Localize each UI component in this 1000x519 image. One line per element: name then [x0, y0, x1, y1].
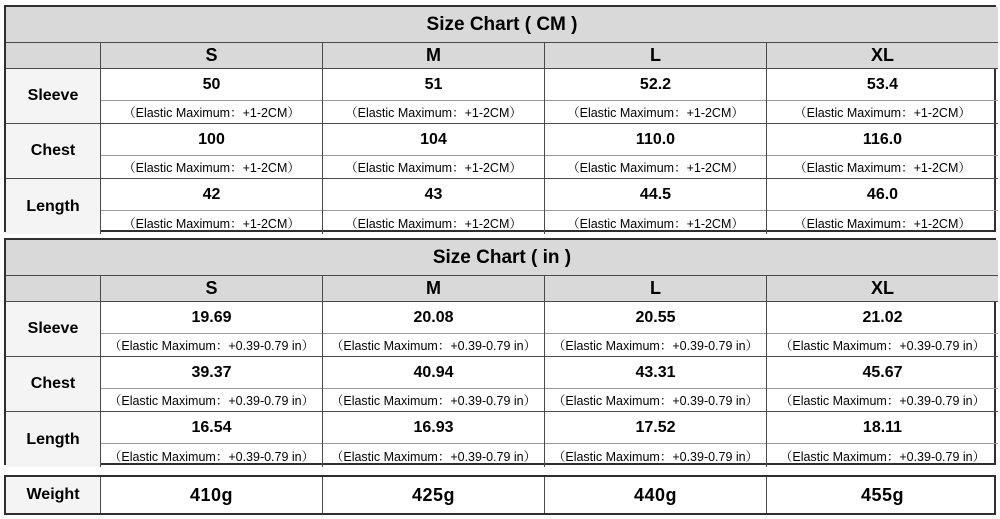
table-cell [323, 357, 545, 412]
table-cell [545, 357, 767, 412]
table-cell [767, 357, 998, 412]
cell-value: 19.69 [101, 302, 322, 334]
table-cell [101, 124, 323, 179]
cell-value: 110.0 [545, 124, 766, 156]
cell-note: （Elastic Maximum：+0.39-0.79 in） [552, 394, 759, 408]
table-cell [323, 69, 545, 124]
table-cell [323, 302, 545, 357]
table-cell [545, 179, 767, 234]
table-cell [767, 124, 998, 179]
cell-note: （Elastic Maximum：+1-2CM） [123, 161, 300, 175]
size-header-xl: XL [767, 276, 998, 302]
size-chart-cm-title: Size Chart ( CM ) [6, 7, 998, 43]
cell-value: 51 [323, 69, 544, 101]
cell-value: 50 [101, 69, 322, 101]
cell-note: （Elastic Maximum：+1-2CM） [345, 106, 522, 120]
size-header-l: L [545, 43, 767, 69]
cell-value: 45.67 [767, 357, 998, 389]
cell-note: （Elastic Maximum：+1-2CM） [567, 161, 744, 175]
table-cell [101, 302, 323, 357]
cell-value: 100 [101, 124, 322, 156]
size-header-s: S [101, 43, 323, 69]
cell-value: 53.4 [767, 69, 998, 101]
cell-note: （Elastic Maximum：+0.39-0.79 in） [552, 449, 759, 464]
row-label-chest: Chest [6, 357, 101, 412]
cell-value: 43.31 [545, 357, 766, 389]
table-cell [767, 302, 998, 357]
cell-note: （Elastic Maximum：+0.39-0.79 in） [108, 339, 315, 353]
cell-value: 17.52 [545, 412, 766, 444]
cell-value: 116.0 [767, 124, 998, 156]
cell-value: 42 [101, 179, 322, 211]
table-cell [767, 412, 998, 467]
cell-value: 43 [323, 179, 544, 211]
cell-note: （Elastic Maximum：+1-2CM） [794, 106, 971, 120]
size-header-l: L [545, 276, 767, 302]
cell-note: （Elastic Maximum：+0.39-0.79 in） [330, 449, 537, 464]
table-cell [545, 412, 767, 467]
cell-value: 18.11 [767, 412, 998, 444]
cell-value: 39.37 [101, 357, 322, 389]
cell-note: （Elastic Maximum：+1-2CM） [345, 161, 522, 175]
size-header-xl: XL [767, 43, 998, 69]
weight-value-m: 425g [323, 477, 545, 513]
cell-note: （Elastic Maximum：+0.39-0.79 in） [108, 449, 315, 464]
cell-note: （Elastic Maximum：+0.39-0.79 in） [779, 339, 986, 353]
cell-note: （Elastic Maximum：+1-2CM） [794, 216, 971, 231]
header-corner [6, 276, 101, 302]
size-header-m: M [323, 43, 545, 69]
table-cell [101, 357, 323, 412]
cell-value: 40.94 [323, 357, 544, 389]
cell-note: （Elastic Maximum：+1-2CM） [123, 106, 300, 120]
cell-value: 20.08 [323, 302, 544, 334]
row-label-sleeve: Sleeve [6, 69, 101, 124]
cell-value: 16.93 [323, 412, 544, 444]
cell-value: 21.02 [767, 302, 998, 334]
cell-note: （Elastic Maximum：+0.39-0.79 in） [779, 394, 986, 408]
weight-value-l: 440g [545, 477, 767, 513]
cell-note: （Elastic Maximum：+0.39-0.79 in） [552, 339, 759, 353]
cell-note: （Elastic Maximum：+1-2CM） [567, 106, 744, 120]
cell-note: （Elastic Maximum：+1-2CM） [794, 161, 971, 175]
cell-note: （Elastic Maximum：+0.39-0.79 in） [108, 394, 315, 408]
cell-note: （Elastic Maximum：+1-2CM） [567, 216, 744, 231]
weight-value-s: 410g [101, 477, 323, 513]
cell-value: 46.0 [767, 179, 998, 211]
cell-value: 44.5 [545, 179, 766, 211]
cell-value: 52.2 [545, 69, 766, 101]
cell-value: 20.55 [545, 302, 766, 334]
size-chart-in-title: Size Chart ( in ) [6, 240, 998, 276]
table-cell [545, 124, 767, 179]
weight-table [4, 475, 996, 515]
table-cell [101, 179, 323, 234]
row-label-weight: Weight [6, 477, 101, 513]
table-cell [323, 179, 545, 234]
row-label-sleeve: Sleeve [6, 302, 101, 357]
cell-note: （Elastic Maximum：+1-2CM） [123, 216, 300, 231]
table-cell [545, 302, 767, 357]
cell-value: 104 [323, 124, 544, 156]
size-chart-cm-table [4, 5, 996, 232]
cell-value: 16.54 [101, 412, 322, 444]
weight-value-xl: 455g [860, 484, 905, 505]
row-label-chest: Chest [6, 124, 101, 179]
cell-note: （Elastic Maximum：+0.39-0.79 in） [330, 394, 537, 408]
size-chart-in-table [4, 238, 996, 465]
table-cell [323, 412, 545, 467]
row-label-length: Length [6, 412, 101, 467]
table-cell [101, 69, 323, 124]
table-cell [545, 69, 767, 124]
size-header-m: M [323, 276, 545, 302]
cell-note: （Elastic Maximum：+0.39-0.79 in） [330, 339, 537, 353]
table-cell [323, 124, 545, 179]
cell-note: （Elastic Maximum：+1-2CM） [345, 216, 522, 231]
size-header-s: S [101, 276, 323, 302]
header-corner [6, 43, 101, 69]
table-cell [101, 412, 323, 467]
table-cell [767, 179, 998, 234]
table-cell [767, 69, 998, 124]
cell-note: （Elastic Maximum：+0.39-0.79 in） [779, 449, 986, 464]
row-label-length: Length [6, 179, 101, 234]
